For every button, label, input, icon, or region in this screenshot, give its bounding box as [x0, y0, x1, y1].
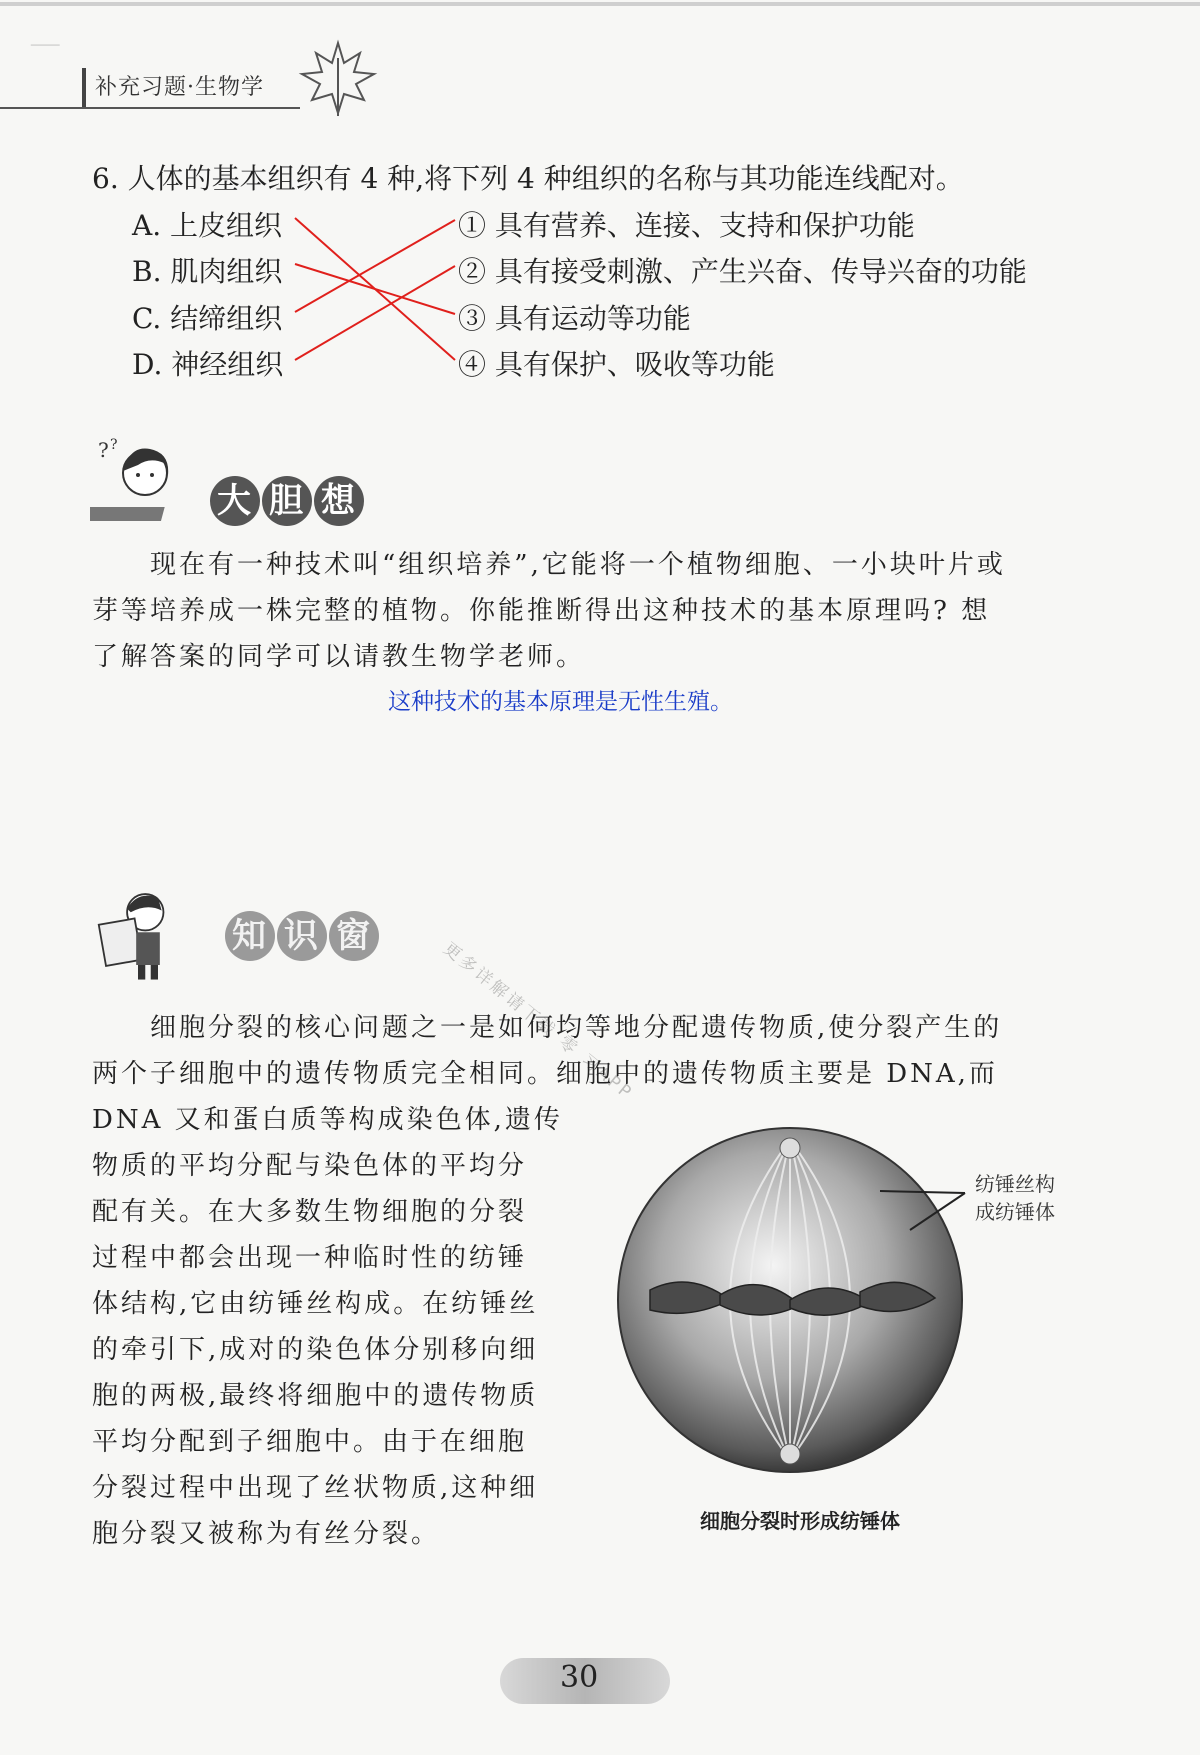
tissue-c: C. 结缔组织 — [132, 302, 283, 335]
figure-label-line-2: 成纺锤体 — [975, 1200, 1055, 1224]
knowledge-narrow-line: 配有关。在大多数生物细胞的分裂 — [92, 1197, 528, 1227]
knowledge-window-banner — [225, 910, 381, 961]
banner-char: 知 — [225, 911, 275, 961]
upper-pole — [780, 1138, 800, 1158]
banner-char: 窗 — [329, 911, 379, 961]
function-3: ③ 具有运动等功能 — [458, 302, 691, 335]
spindle-cell-figure — [610, 1120, 970, 1480]
knowledge-narrow-line: 的牵引下,成对的染色体分别移向细 — [92, 1335, 539, 1365]
match-line-d-2 — [295, 266, 455, 360]
knowledge-narrow-line: 平均分配到子细胞中。由于在细胞 — [92, 1427, 528, 1457]
handwritten-answer: 这种技术的基本原理是无性生殖。 — [388, 689, 733, 715]
function-4: ④ 具有保护、吸收等功能 — [458, 348, 775, 381]
tissue-b: B. 肌肉组织 — [132, 255, 283, 288]
bold-idea-line-2: 芽等培养成一株完整的植物。你能推断得出这种技术的基本原理吗? 想 — [92, 596, 991, 626]
bold-idea-line-1: 现在有一种技术叫“组织培养”,它能将一个植物细胞、一小块叶片或 — [150, 550, 1006, 580]
knowledge-narrow-line: 胞的两极,最终将细胞中的遗传物质 — [92, 1381, 539, 1411]
knowledge-narrow-line: 分裂过程中出现了丝状物质,这种细 — [92, 1473, 539, 1503]
knowledge-narrow-line: 体结构,它由纺锤丝构成。在纺锤丝 — [92, 1289, 539, 1319]
knowledge-narrow-line: 胞分裂又被称为有丝分裂。 — [92, 1519, 441, 1549]
knowledge-line-2: 两个子细胞中的遗传物质完全相同。细胞中的遗传物质主要是 DNA,而 — [92, 1059, 998, 1089]
svg-text:?: ? — [98, 438, 109, 462]
banner-char: 胆 — [262, 476, 312, 526]
matching-lines — [0, 0, 1200, 420]
knowledge-narrow-line: DNA 又和蛋白质等构成染色体,遗传 — [92, 1105, 563, 1135]
banner-char: 大 — [210, 476, 260, 526]
reading-boy-mascot — [88, 885, 188, 985]
thinking-girl-mascot — [90, 435, 190, 535]
watermark: 更多详解请下载 零 习APP — [439, 938, 637, 1105]
tissue-d: D. 神经组织 — [132, 348, 284, 381]
function-1: ① 具有营养、连接、支持和保护功能 — [458, 209, 915, 242]
svg-text:?: ? — [110, 437, 118, 453]
bold-idea-line-3: 了解答案的同学可以请教生物学老师。 — [92, 642, 586, 672]
tissue-a: A. 上皮组织 — [132, 209, 283, 242]
knowledge-line-1: 细胞分裂的核心问题之一是如何均等地分配遗传物质,使分裂产生的 — [150, 1013, 1003, 1043]
page-number: 30 — [560, 1660, 599, 1695]
lower-pole — [780, 1444, 800, 1464]
figure-pointer-line — [880, 1185, 970, 1235]
figure-caption: 细胞分裂时形成纺锤体 — [700, 1509, 900, 1533]
knowledge-narrow-line: 物质的平均分配与染色体的平均分 — [92, 1151, 528, 1181]
figure-label-line-1: 纺锤丝构 — [975, 1172, 1055, 1196]
question-stem: 6. 人体的基本组织有 4 种,将下列 4 种组织的名称与其功能连线配对。 — [92, 162, 964, 195]
corner-decoration: ⸺ — [30, 34, 61, 55]
header-title: 补充习题·生物学 — [95, 75, 264, 100]
bold-idea-banner — [210, 475, 366, 526]
knowledge-narrow-line: 过程中都会出现一种临时性的纺锤 — [92, 1243, 528, 1273]
match-line-c-1 — [295, 220, 455, 312]
banner-char: 识 — [277, 911, 327, 961]
match-line-b-3 — [295, 264, 455, 314]
function-2: ② 具有接受刺激、产生兴奋、传导兴奋的功能 — [458, 255, 1027, 288]
banner-char: 想 — [314, 476, 364, 526]
